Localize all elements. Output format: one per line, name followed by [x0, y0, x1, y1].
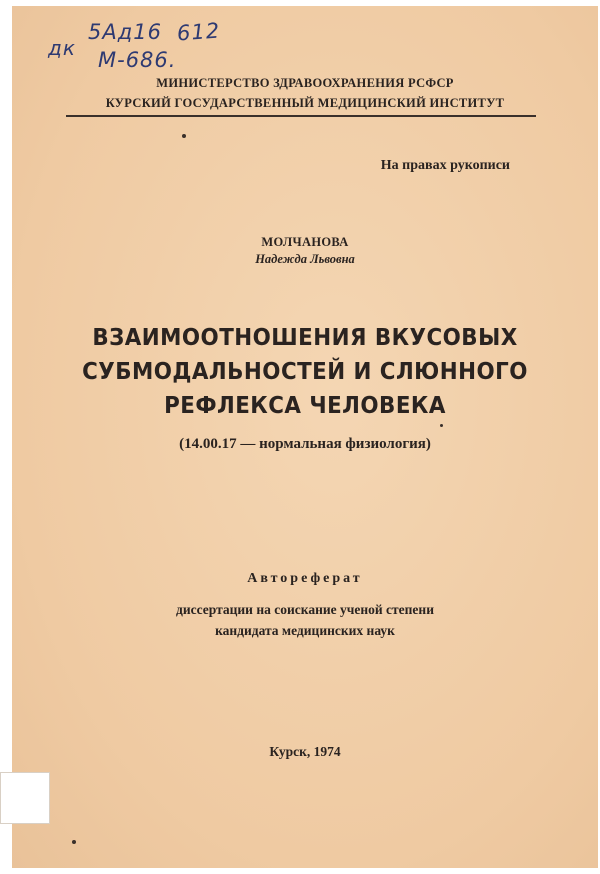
title-line: СУБМОДАЛЬНОСТЕЙ И СЛЮННОГО [82, 359, 528, 385]
document-type: Автореферат [247, 571, 363, 586]
handwritten-number: 612 [176, 18, 221, 46]
thesis-title [33, 321, 578, 423]
handwritten-code: дк [48, 36, 76, 60]
dissertation-description [12, 599, 598, 641]
title-line: РЕФЛЕКСА ЧЕЛОВЕКА [164, 393, 446, 419]
document-page [12, 6, 598, 868]
paper-speck [182, 134, 186, 138]
handwritten-shelfmark: 5Aд16 [88, 20, 162, 44]
paper-speck [72, 840, 76, 844]
place-and-year: Курск, 1974 [269, 744, 341, 759]
rights-note: На правах рукописи [380, 158, 510, 173]
dissertation-line: диссертации на соискание ученой степени [176, 602, 434, 617]
dissertation-line: кандидата медицинских наук [215, 623, 395, 638]
title-line: ВЗАИМООТНОШЕНИЯ ВКУСОВЫХ [92, 325, 518, 351]
institute-heading: КУРСКИЙ ГОСУДАРСТВЕННЫЙ МЕДИЦИНСКИЙ ИНСТИТУТ [105, 96, 505, 110]
bookmark-tab [0, 772, 50, 824]
ministry-heading: МИНИСТЕРСТВО ЗДРАВООХРАНЕНИЯ РСФСР [156, 76, 454, 90]
paper-speck [440, 424, 443, 427]
author-given-names: Надежда Львовна [255, 252, 355, 266]
header-divider [66, 115, 536, 117]
handwritten-index: М-686. [98, 48, 177, 72]
specialty-code: (14.00.17 — нормальная физиология) [179, 436, 431, 452]
author-surname: МОЛЧАНОВА [261, 235, 349, 249]
